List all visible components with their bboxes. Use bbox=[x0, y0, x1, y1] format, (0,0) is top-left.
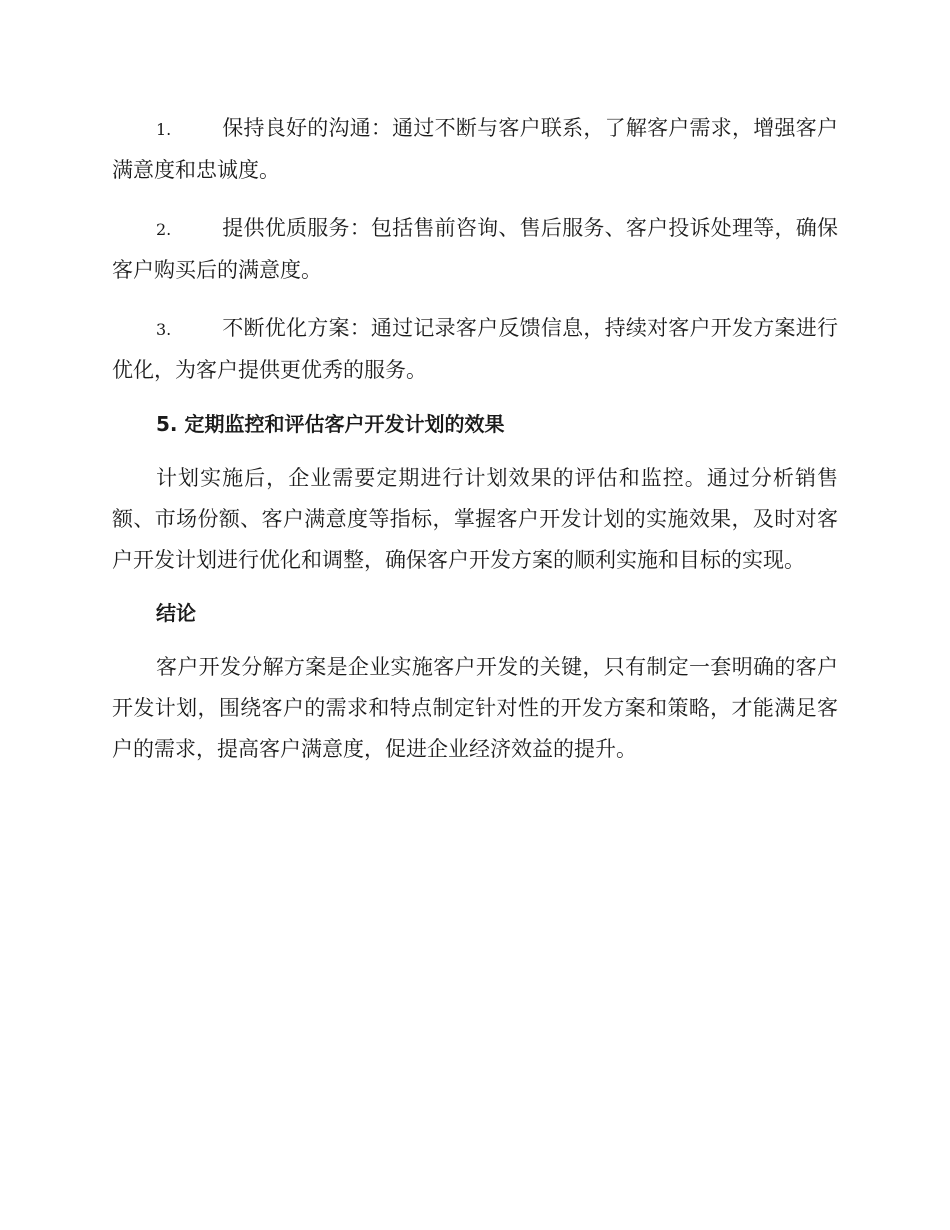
list-number: 3. bbox=[156, 320, 172, 339]
list-number: 2. bbox=[156, 220, 172, 239]
list-item bbox=[112, 108, 838, 191]
conclusion-body: 客户开发分解方案是企业实施客户开发的关键，只有制定一套明确的客户开发计划，围绕客户的需求和特点制定针对性的开发方案和策略，才能满足客户的需求，提高客户满意度，促进企业经济效益的提升。 bbox=[112, 655, 838, 761]
list-number: 1. bbox=[156, 120, 172, 139]
section-5-body: 计划实施后，企业需要定期进行计划效果的评估和监控。通过分析销售额、市场份额、客户满意度等指标，掌握客户开发计划的实施效果，及时对客户开发计划进行优化和调整，确保客户开发方案的顺利实施和目标的实现。 bbox=[112, 466, 838, 572]
section-5-heading: 5. 定期监控和评估客户开发计划的效果 bbox=[156, 412, 505, 436]
list-item bbox=[112, 308, 838, 391]
list-text: 不断优化方案：通过记录客户反馈信息，持续对客户开发方案进行优化，为客户提供更优秀的服务。 bbox=[112, 316, 838, 382]
list-text: 提供优质服务：包括售前咨询、售后服务、客户投诉处理等，确保客户购买后的满意度。 bbox=[112, 216, 838, 282]
conclusion-heading: 结论 bbox=[156, 601, 196, 625]
list-text: 保持良好的沟通：通过不断与客户联系，了解客户需求，增强客户满意度和忠诚度。 bbox=[112, 116, 838, 182]
list-item bbox=[112, 208, 838, 291]
document-page bbox=[112, 108, 838, 786]
